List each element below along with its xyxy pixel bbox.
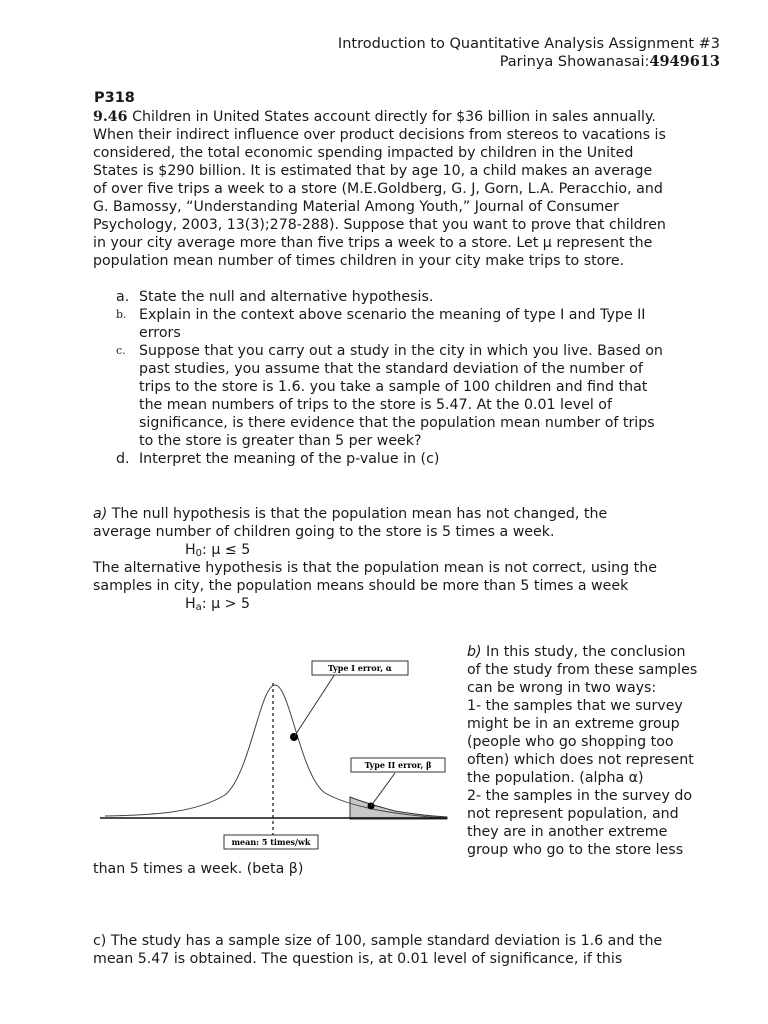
answer-a-line-4: samples in city, the population means should be more than 5 times a week (93, 578, 629, 594)
question-marker: c. (116, 344, 126, 357)
type2-pointer (371, 773, 395, 806)
question-marker: b. (116, 308, 127, 321)
mean-label: mean: 5 times/wk (231, 837, 311, 847)
normal-curve (105, 685, 445, 818)
type1-pointer (294, 674, 335, 737)
answer-b: b) In this study, the conclusion of the study from these samples can be wrong in two ways: 1- the samples that we survey might be in an extreme group (people who go shopping too often) which does not represent the population. (alpha α) 2- the samples in the survey do not represent population, and they are in another extreme group who go to the store less (467, 644, 698, 858)
problem-number: 9.46 (93, 109, 128, 125)
answer-a (93, 505, 733, 613)
author-line (338, 53, 720, 71)
answer-c-line-1: c) The study has a sample size of 100, sample standard deviation is 1.6 and the (93, 933, 663, 949)
problem-line-2: When their indirect influence over product decisions from stereos to vacations is (93, 127, 666, 143)
question-b: b. Explain in the context above scenario the meaning of type I and Type II errors (116, 307, 646, 341)
course-title: Introduction to Quantitative Analysis Assignment #3 (337, 36, 720, 52)
answer-a-label: a) (93, 506, 108, 522)
problem-statement (93, 108, 733, 270)
problem-line-1: 9.46 Children in United States account directly for $36 billion in sales annually. (93, 109, 656, 125)
student-id: 4949613 (649, 53, 720, 70)
null-hypothesis: $H_0$: µ ≤ 5 (185, 542, 251, 559)
document-header (338, 35, 720, 71)
answer-c (93, 932, 733, 968)
problem-line-9: population mean number of times children in your city make trips to store. (93, 253, 625, 269)
problem-line-7: Psychology, 2003, 13(3);278-288). Suppose that you want to prove that children (93, 217, 666, 233)
answer-c-line-2: mean 5.47 is obtained. The question is, at 0.01 level of significance, if this (93, 951, 623, 967)
answer-a-line-3: The alternative hypothesis is that the population mean is not correct, using the (93, 560, 657, 576)
problem-line-4: States is $290 billion. It is estimated that by age 10, a child makes an average (93, 163, 653, 179)
question-c: c. Suppose that you carry out a study in the city in which you live. Based on past studies, you assume that the standard deviation of the number of trips to the store is 1.6. you take a sample of 100 children and find that the mean numbers of trips to the store is 5.47. At the 0.01 level of significance, is there evidence that the population mean number of trips to the store is greater than 5 per week? (116, 343, 663, 449)
type2-label: Type II error, β (364, 760, 432, 770)
answer-a-line-2: average number of children going to the store is 5 times a week. (93, 524, 555, 540)
question-a: a. State the null and alternative hypothesis. (116, 289, 434, 305)
problem-line-6: G. Bamossy, “Understanding Material Among Youth,” Journal of Consumer (93, 199, 619, 215)
question-marker: d. (116, 451, 130, 467)
problem-line-8: in your city average more than five trips a week to a store. Let µ represent the (93, 235, 653, 251)
question-marker: a. (116, 289, 130, 305)
answer-b-label: b) (467, 644, 482, 660)
page-reference: P318 (94, 90, 135, 106)
error-distribution-diagram (95, 655, 455, 855)
problem-line-5: of over five trips a week to a store (M.E.Goldberg, G. J, Gorn, L.A. Peracchio, and (93, 181, 663, 197)
question-list (116, 288, 726, 468)
type2-shaded-area (350, 797, 447, 819)
problem-line-3: considered, the total economic spending impacted by children in the United (93, 145, 634, 161)
answer-b-tail: than 5 times a week. (beta β) (93, 861, 304, 877)
type1-label: Type I error, α (328, 663, 392, 673)
question-d: d. Interpret the meaning of the p-value in (c) (116, 451, 440, 467)
alternative-hypothesis: $H_a$: µ > 5 (185, 596, 251, 613)
answer-a-line-1: a) The null hypothesis is that the population mean has not changed, the (93, 506, 608, 522)
author-name: Parinya Showanasai: (499, 54, 650, 70)
